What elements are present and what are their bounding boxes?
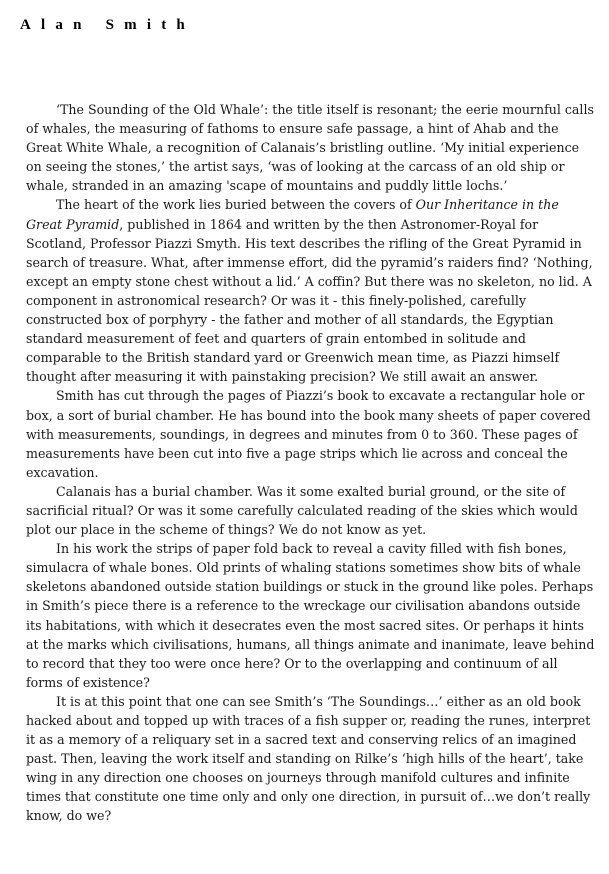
book-title: Our Inheritance in the Great Pyramid (26, 197, 559, 232)
paragraph-4: Calanais has a burial chamber. Was it some exalted burial ground, or the site of sacrificial ritual? Or was it some carefully calculated reading of the skies which would plot our place in the scheme of things? We do not know as yet. (26, 483, 578, 538)
paragraph-1: ‘The Sounding of the Old Whale’: the title itself is resonant; the eerie mournful calls of whales, the measuring of fathoms to ensure safe passage, a hint of Ahab and the Great White Whale, a recognition of Calanais’s bristling outline. ‘My initial experience on seeing the stones,’ the artist says, ‘was of looking at the carcass of an old ship or whale, stranded in an amazing 'scape of mountains and puddly little lochs.’ (26, 102, 594, 194)
paragraph-6: It is at this point that one can see Smith’s ‘The Soundings…’ either as an old book hacked about and topped up with traces of a fish supper or, reading the runes, interpret it as a memory of a reliquary set in a sacred text and conserving relics of an imagined past. Then, leaving the work itself and standing on Rilke’s ‘high hills of the heart’, take wing in any direction one chooses on journeys through manifold cultures and infinite times that constitute one time only and only one direction, in pursuit of…we don’t really know, do we? (26, 693, 591, 824)
article-body (26, 100, 596, 826)
paragraph-2-rest: , published in 1864 and written by the then Astronomer-Royal for Scotland, Professor Piazzi Smyth. His text describes the rifling of the Great Pyramid in search of treasure. What, after immense effort, did the pyramid’s raiders find? ‘Nothing, except an empty stone chest without a lid.’ A coffin? But there was no skeleton, no lid. A component in astronomical research? Or was it - this finely-polished, carefully constructed box of porphyry - the father and mother of all standards, the Egyptian standard measurement of feet and quarters of grain entombed in solitude and comparable to the British standard yard or Greenwich mean time, as Piazzi himself thought after measuring it with painstaking precision? We still await an answer. (26, 216, 593, 385)
paragraph-2 (26, 195, 596, 386)
author-header: Alan Smith (20, 17, 195, 33)
paragraph-3: Smith has cut through the pages of Piazzi’s book to excavate a rectangular hole or box, a sort of burial chamber. He has bound into the book many sheets of paper covered with measurements, soundings, in degrees and minutes from 0 to 360. These pages of measurements have been cut into five a page strips which lie across and conceal the excavation. (26, 388, 591, 480)
paragraph-2-lead: The heart of the work lies buried between the covers of (56, 197, 416, 213)
paragraph-5: In his work the strips of paper fold back to reveal a cavity filled with fish bones, simulacra of whale bones. Old prints of whaling stations sometimes show bits of whale skeletons abandoned outside station buildings or stuck in the ground like poles. Perhaps in Smith’s piece there is a reference to the wreckage our civilisation abandons outside its habitations, with which it desecrates even the most sacred sites. Or perhaps it hints at the marks which civilisations, humans, all things animate and inanimate, leave behind to record that they too were once here? Or to the overlapping and continuum of all forms of existence? (26, 541, 595, 690)
